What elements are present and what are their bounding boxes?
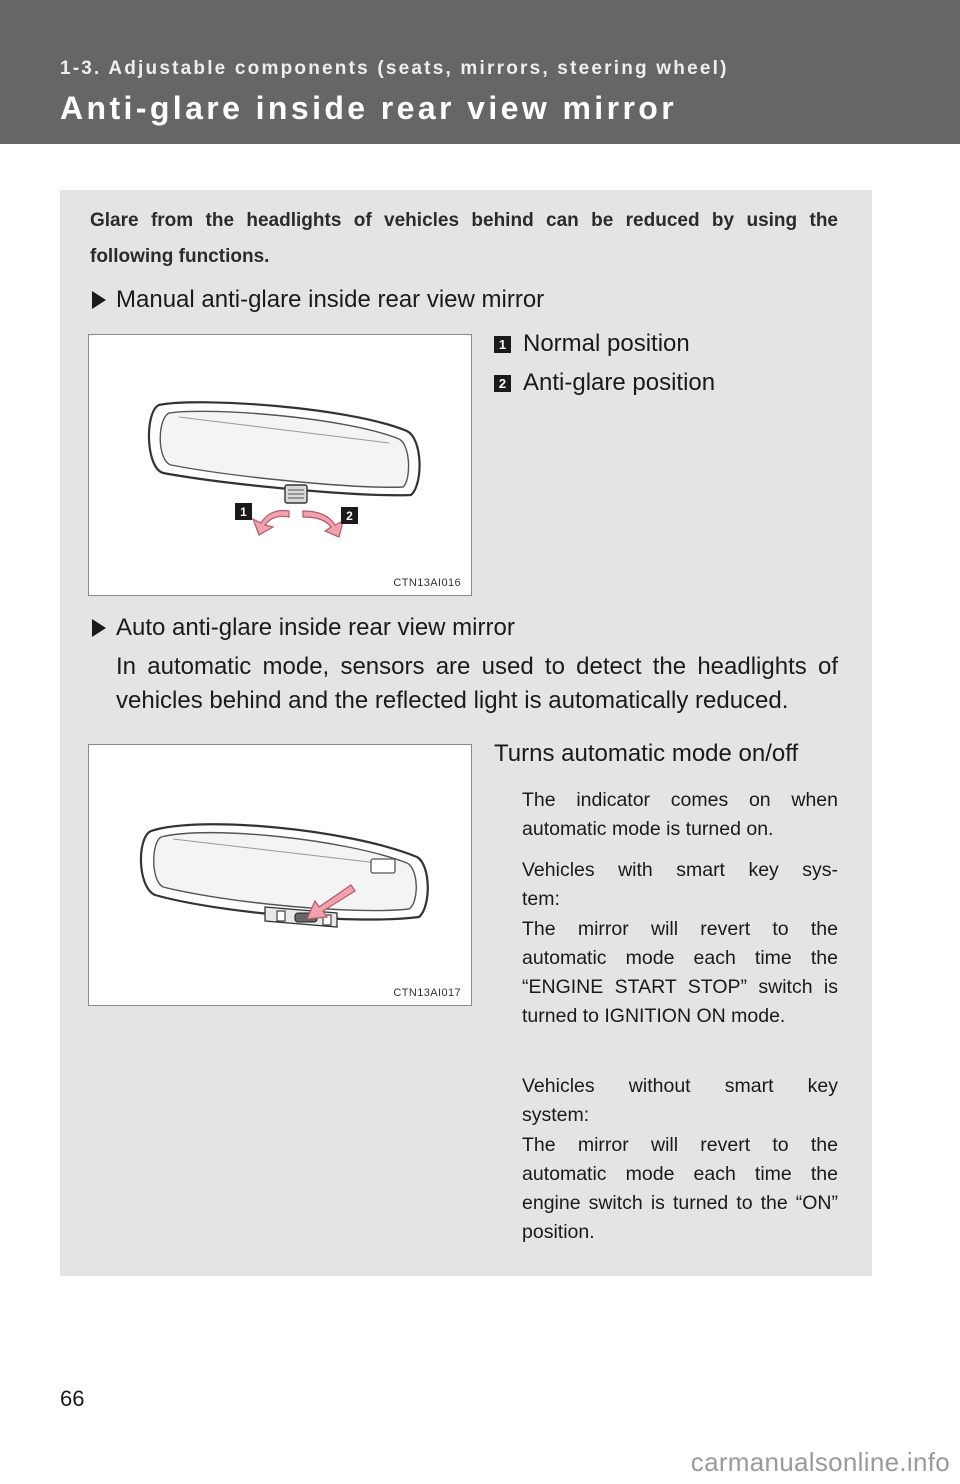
figure-label-2: 2 [346, 509, 353, 523]
watermark: carmanualsonline.info [690, 1447, 950, 1477]
manual-mirror-figure [88, 334, 472, 596]
auto-heading [92, 612, 515, 644]
note-indicator: The indicator comes on when automatic mode is turned on. [522, 789, 838, 841]
manual-heading [92, 284, 544, 316]
figure-code: CTN13AI017 [393, 987, 461, 999]
figure-code: CTN13AI016 [393, 577, 461, 589]
bullet-arrow-icon [92, 291, 106, 309]
section-title: 1-3. Adjustable components (seats, mirrors, steering wheel) [60, 58, 729, 79]
auto-mirror-figure [88, 744, 472, 1006]
figure-label-1: 1 [240, 505, 247, 519]
bullet-arrow-icon [92, 619, 106, 637]
auto-mirror-illustration [89, 745, 472, 1006]
list-item-anti-glare-position [494, 367, 715, 399]
manual-mirror-illustration [89, 335, 472, 596]
note-no-smart-key: Vehicles without smart key system: The mirror will revert to the automatic mode each time the engine switch is turned to the “ON” position. [522, 1075, 838, 1244]
number-badge: 1 [494, 336, 511, 353]
page-header [0, 0, 960, 144]
intro-text: Glare from the headlights of vehicles behind can be reduced by using the following functions. [90, 210, 838, 267]
list-item-label: Anti-glare position [523, 369, 716, 396]
list-item-normal-position [494, 328, 690, 360]
auto-subheading: Turns automatic mode on/off [494, 740, 799, 767]
page-number: 66 [60, 1386, 85, 1411]
page-title: Anti-glare inside rear view mirror [60, 90, 678, 126]
number-badge: 2 [494, 375, 511, 392]
auto-description: In automatic mode, sensors are used to detect the headlights of vehicles behind and the reflected light is automatically reduced. [116, 653, 838, 714]
manual-heading-text: Manual anti-glare inside rear view mirror [116, 286, 545, 313]
list-item-label: Normal position [523, 330, 690, 357]
note-smart-key: Vehicles with smart key sys- tem: The mirror will revert to the automatic mode each time the “ENGINE START STOP” switch is turned to IGNITION ON mode. [522, 859, 838, 1028]
auto-heading-text: Auto anti-glare inside rear view mirror [116, 614, 515, 641]
